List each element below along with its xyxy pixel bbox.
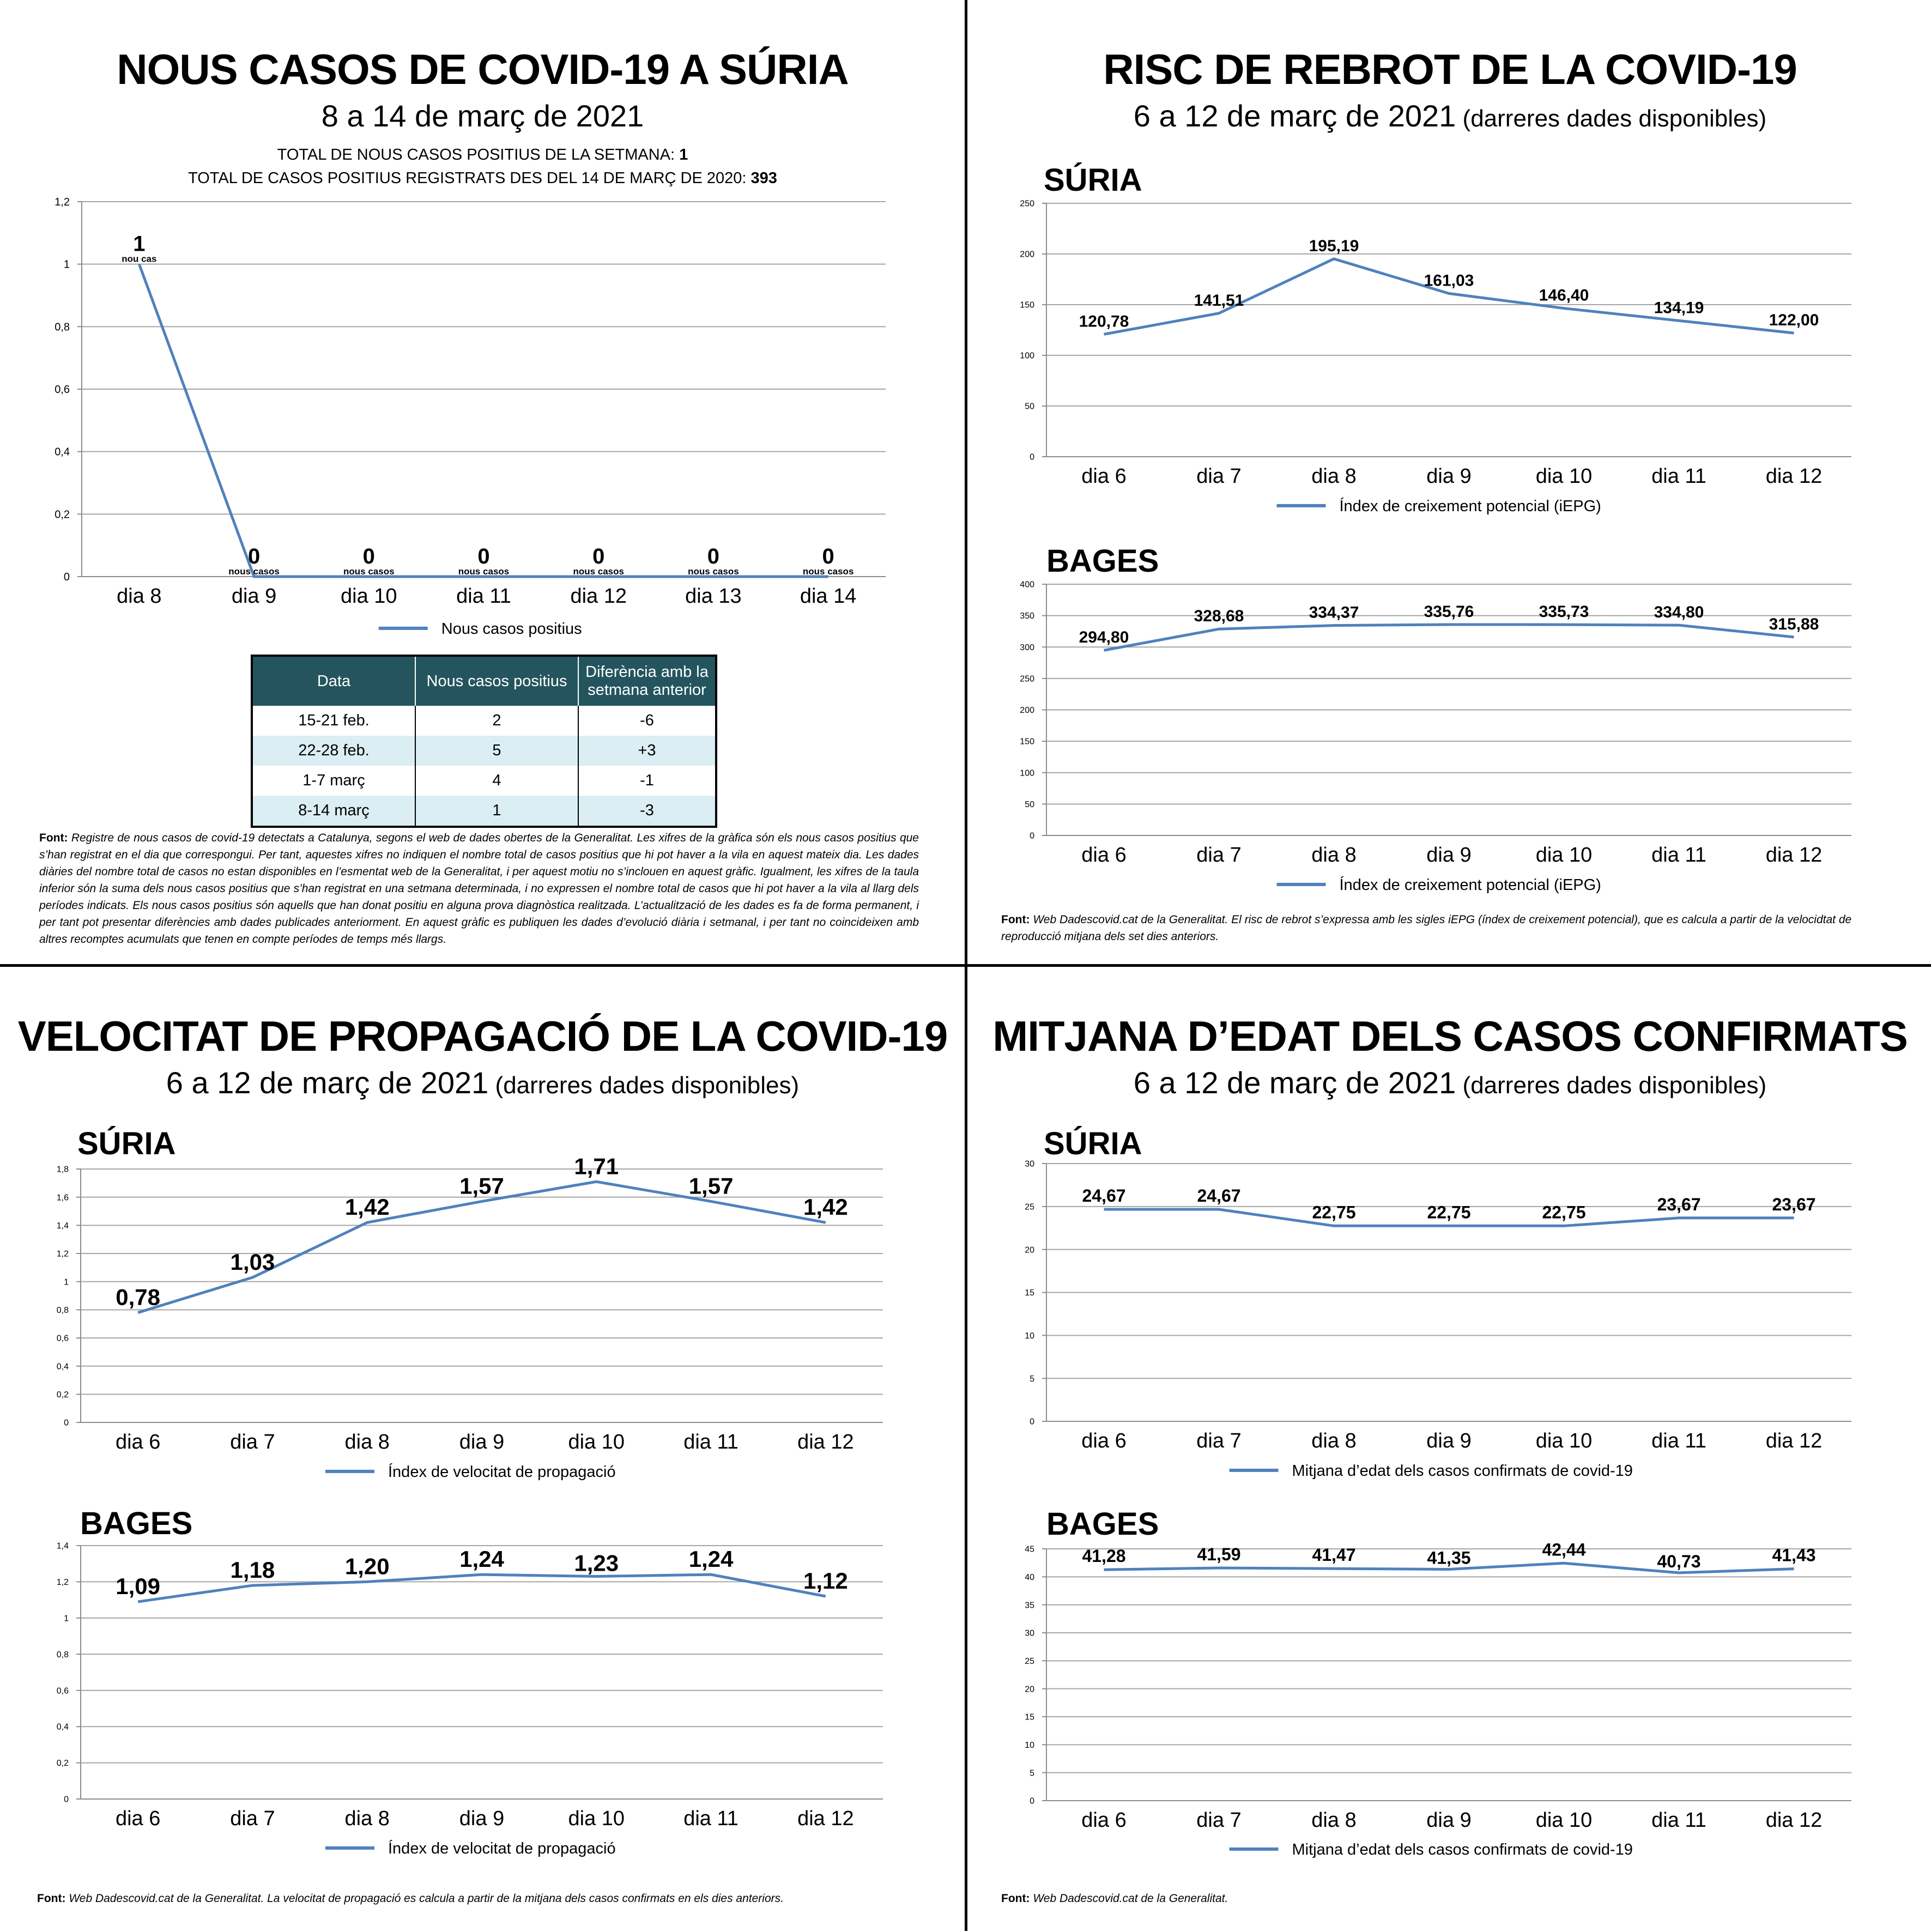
table-cell: +3: [578, 736, 716, 766]
data-label: 1,20: [344, 1553, 390, 1579]
data-label: 0: [247, 544, 261, 568]
y-tick-label: 10: [1025, 1331, 1034, 1341]
data-label: 0: [707, 544, 720, 568]
y-tick-label: 45: [1025, 1545, 1034, 1554]
x-tick-label: dia 8: [117, 584, 162, 608]
data-label: 334,37: [1309, 603, 1359, 622]
data-sublabel: nous casos: [802, 566, 854, 577]
y-tick-label: 0,8: [56, 1650, 69, 1660]
table-cell: 15-21 feb.: [252, 706, 415, 736]
data-label: 41,43: [1772, 1545, 1816, 1565]
legend-label: Mitjana d’edat dels casos confirmats de covid-19: [1292, 1462, 1633, 1480]
legend-label: Índex de velocitat de propagació: [388, 1840, 616, 1857]
region-label-suria: SÚRIA: [1044, 162, 1142, 198]
chart-risk-bages: [967, 0, 1931, 926]
data-label: 0: [362, 544, 375, 568]
y-tick-label: 30: [1025, 1159, 1034, 1169]
chart-new-cases-suria: [0, 0, 965, 654]
data-sublabel: nous casos: [688, 566, 739, 577]
source-text: Registre de nous casos de covid-19 detectats a Catalunya, segons el web de dades obertes de la Generalitat. Les xifres de la gràfica són els nous casos positius que s’han registrat en el dia que correspongui. Per tant, aquestes xifres no indiquen el nombre total de casos positius que hi pot haver a la vila en aquest mateix dia. Les dades diàries del nombre total de casos no estan disponibles en l’esmentat web de la Generalitat, i per aquest motiu no s’inclouen en aquest gràfic. Igualment, les xifres de la taula inferior són la suma dels nous casos positius que s’han registrat en una setmana determinada, i no expressen el nombre total de casos que hi pot haver a la vila al llarg dels períodes indicats. Els nous casos positius són aquells que han donat positiu en alguna prova diagnòstica realitzada. L’actualització de les dades es fa de forma permanent, i per tant pot presentar diferències amb dades publicades anteriorment. En aquest gràfic es publiquen les dades d’evolució diària i setmanal, i per tant no coincideixen amb altres recomptes acumulats que tenen en compte períodes de temps més llargs.: [39, 832, 919, 946]
y-tick-label: 100: [1020, 351, 1034, 361]
x-tick-label: dia 11: [683, 1807, 738, 1830]
y-tick-label: 100: [1020, 768, 1034, 778]
table-header-cell: Diferència amb la setmana anterior: [578, 656, 716, 706]
y-tick-label: 30: [1025, 1628, 1034, 1638]
table-cell: -6: [640, 712, 654, 729]
y-tick-label: 0: [1030, 1796, 1034, 1806]
panel-new-cases: [0, 0, 965, 965]
x-tick-label: dia 9: [1426, 843, 1472, 867]
legend-label: Índex de velocitat de propagació: [388, 1463, 616, 1481]
subtitle-note: (darreres dades disponibles): [488, 1072, 800, 1099]
x-tick-label: dia 6: [115, 1807, 161, 1830]
chart-age-bages: [967, 967, 1931, 1893]
x-tick-label: dia 9: [1426, 1808, 1472, 1832]
region-label-bages: BAGES: [80, 1506, 193, 1541]
data-label: 134,19: [1654, 299, 1704, 317]
data-label: 0: [592, 544, 605, 568]
x-tick-label: dia 11: [1651, 1429, 1706, 1452]
data-label: 24,67: [1082, 1186, 1126, 1206]
x-tick-label: dia 14: [800, 584, 857, 608]
series-line: [1104, 625, 1794, 650]
table-row: [252, 796, 716, 827]
data-label: 1,03: [230, 1249, 275, 1275]
y-tick-label: 1,4: [56, 1221, 69, 1231]
x-tick-label: dia 11: [1651, 1808, 1706, 1832]
x-tick-label: dia 7: [1196, 464, 1242, 488]
panel-title: MITJANA D’EDAT DELS CASOS CONFIRMATS: [992, 1012, 1908, 1060]
y-tick-label: 1: [64, 1614, 69, 1624]
source-text: Web Dadescovid.cat de la Generalitat. El risc de rebrot s’expressa amb les sigles iEPG (índex de creixement potencial), que es calcula a partir de la velocidtat de reproducció mitjana dels set dies anteriors.: [1001, 913, 1852, 943]
x-tick-label: dia 8: [1311, 1429, 1357, 1452]
x-tick-label: dia 10: [568, 1430, 625, 1453]
x-tick-label: dia 7: [230, 1430, 275, 1453]
y-tick-label: 0: [1030, 831, 1034, 841]
source-note: [37, 1890, 942, 1907]
x-tick-label: dia 7: [230, 1807, 275, 1830]
data-label: 1,24: [459, 1546, 504, 1572]
x-tick-label: dia 9: [459, 1430, 505, 1453]
data-label: 1,12: [803, 1568, 848, 1594]
x-tick-label: dia 8: [344, 1430, 390, 1453]
data-sublabel: nous casos: [573, 566, 624, 577]
subtitle-note: (darreres dades disponibles): [1456, 1072, 1767, 1099]
overall-total-value: 393: [750, 169, 777, 187]
legend-label: Índex de creixement potencial (iEPG): [1339, 876, 1601, 894]
y-tick-label: 200: [1020, 706, 1034, 716]
y-tick-label: 40: [1025, 1572, 1034, 1582]
y-tick-label: 400: [1020, 580, 1034, 590]
table-row: [252, 736, 716, 766]
x-tick-label: dia 7: [1196, 1808, 1242, 1832]
y-tick-label: 300: [1020, 643, 1034, 652]
data-label: 315,88: [1769, 615, 1819, 633]
y-tick-label: 10: [1025, 1740, 1034, 1750]
data-label: 335,73: [1539, 603, 1589, 621]
x-tick-label: dia 9: [459, 1807, 505, 1830]
region-label-bages: BAGES: [1046, 543, 1159, 579]
y-tick-label: 0: [1030, 452, 1034, 462]
y-tick-label: 0: [63, 571, 70, 583]
x-tick-label: dia 6: [1081, 1808, 1127, 1832]
y-tick-label: 0,6: [56, 1686, 69, 1696]
y-tick-label: 15: [1025, 1288, 1034, 1298]
y-tick-label: 150: [1020, 737, 1034, 747]
x-tick-label: dia 6: [1081, 843, 1127, 867]
y-tick-label: 1,6: [56, 1193, 69, 1203]
y-tick-label: 250: [1020, 199, 1034, 209]
y-tick-label: 350: [1020, 611, 1034, 621]
source-note: [1001, 1890, 1906, 1907]
y-tick-label: 150: [1020, 300, 1034, 310]
data-label: 1,23: [574, 1550, 619, 1576]
source-label: Font:: [39, 832, 68, 844]
subtitle-date: 6 a 12 de març de 2021: [1133, 99, 1456, 133]
panel-average-age: [967, 967, 1931, 1932]
y-tick-label: 5: [1030, 1374, 1034, 1384]
y-tick-label: 1: [64, 1277, 69, 1287]
panel-spread-speed: [0, 967, 965, 1932]
data-label: 41,28: [1082, 1546, 1126, 1566]
y-tick-label: 0,6: [56, 1334, 69, 1343]
x-tick-label: dia 12: [1765, 1808, 1823, 1832]
x-tick-label: dia 11: [1651, 843, 1706, 867]
data-label: 334,80: [1654, 603, 1704, 622]
x-tick-label: dia 8: [344, 1807, 390, 1830]
x-tick-label: dia 6: [115, 1430, 161, 1453]
legend-label: Mitjana d’edat dels casos confirmats de covid-19: [1292, 1841, 1633, 1858]
y-tick-label: 15: [1025, 1712, 1034, 1722]
y-tick-label: 200: [1020, 250, 1034, 259]
data-label: 1,57: [459, 1173, 504, 1199]
data-label: 1,09: [116, 1573, 161, 1599]
data-sublabel: nou cas: [122, 253, 157, 264]
y-tick-label: 1,2: [55, 196, 70, 208]
data-label: 22,75: [1312, 1202, 1356, 1222]
series-line: [139, 264, 828, 577]
data-label: 1,24: [688, 1546, 734, 1572]
table-cell: 5: [415, 736, 578, 766]
source-label: Font:: [1001, 1892, 1030, 1905]
y-tick-label: 0,8: [55, 321, 70, 334]
x-tick-label: dia 6: [1081, 464, 1127, 488]
table-row: [252, 706, 716, 736]
weekly-cases-table: [251, 655, 717, 828]
panel-title: VELOCITAT DE PROPAGACIÓ DE LA COVID-19: [17, 1012, 948, 1060]
x-tick-label: dia 9: [1426, 1429, 1472, 1452]
y-tick-label: 0,4: [55, 446, 70, 458]
y-tick-label: 50: [1025, 800, 1034, 809]
table-cell: -3: [578, 796, 716, 827]
x-tick-label: dia 10: [341, 584, 397, 608]
x-tick-label: dia 10: [568, 1807, 625, 1830]
data-sublabel: nous casos: [458, 566, 510, 577]
table-cell: 4: [415, 766, 578, 796]
data-label: 42,44: [1542, 1540, 1586, 1560]
data-label: 146,40: [1539, 286, 1589, 305]
data-sublabel: nous casos: [343, 566, 395, 577]
y-tick-label: 0: [64, 1795, 69, 1804]
data-label: 41,47: [1312, 1545, 1356, 1565]
data-label: 1,71: [574, 1153, 619, 1179]
y-tick-label: 0: [64, 1418, 69, 1428]
y-tick-label: 0,2: [56, 1390, 69, 1400]
table-cell: -1: [640, 772, 654, 789]
data-label: 41,59: [1197, 1545, 1241, 1565]
y-tick-label: 50: [1025, 402, 1034, 411]
panel-title: RISC DE REBROT DE LA COVID-19: [1103, 45, 1797, 93]
data-label: 0,78: [116, 1284, 161, 1310]
subtitle-note: (darreres dades disponibles): [1456, 105, 1767, 132]
x-tick-label: dia 13: [685, 584, 742, 608]
subtitle-date: 6 a 12 de març de 2021: [1133, 1065, 1456, 1100]
data-label: 122,00: [1769, 311, 1819, 330]
data-label: 141,51: [1194, 291, 1244, 310]
y-tick-label: 1,8: [56, 1165, 69, 1174]
panel-regrowth-risk: [967, 0, 1931, 965]
x-tick-label: dia 10: [1535, 464, 1593, 488]
y-tick-label: 20: [1025, 1685, 1034, 1694]
x-tick-label: dia 7: [1196, 1429, 1242, 1452]
y-tick-label: 1,2: [56, 1249, 69, 1259]
x-tick-label: dia 10: [1535, 1429, 1593, 1452]
x-tick-label: dia 11: [456, 584, 511, 608]
table-header-cell: Data: [252, 656, 415, 706]
panel-title: NOUS CASOS DE COVID-19 A SÚRIA: [117, 45, 849, 93]
source-text: Web Dadescovid.cat de la Generalitat.: [1030, 1892, 1228, 1905]
y-tick-label: 20: [1025, 1245, 1034, 1255]
x-tick-label: dia 12: [570, 584, 627, 608]
data-label: 23,67: [1657, 1194, 1701, 1214]
region-label-bages: BAGES: [1046, 1506, 1159, 1542]
region-label-suria: SÚRIA: [1044, 1126, 1142, 1161]
table-cell: 1-7 març: [252, 766, 415, 796]
y-tick-label: 0,4: [56, 1722, 69, 1732]
y-tick-label: 5: [1030, 1769, 1034, 1778]
x-tick-label: dia 6: [1081, 1429, 1127, 1452]
table-header-cell: Nous casos positius: [415, 656, 578, 706]
data-label: 22,75: [1427, 1202, 1471, 1222]
panel-subtitle: 8 a 14 de març de 2021: [321, 99, 644, 133]
region-label-suria: SÚRIA: [77, 1126, 176, 1161]
x-tick-label: dia 11: [1651, 464, 1706, 488]
table-cell: 22-28 feb.: [252, 736, 415, 766]
source-text: Web Dadescovid.cat de la Generalitat. La velocitat de propagació es calcula a partir de la mitjana dels casos confirmats en els dies anteriors.: [65, 1892, 784, 1905]
x-tick-label: dia 12: [1765, 464, 1823, 488]
x-tick-label: dia 9: [231, 584, 277, 608]
table-header-row: [252, 656, 716, 706]
overall-total-label: TOTAL DE CASOS POSITIUS REGISTRATS DES DEL 14 DE MARÇ DE 2020:: [188, 169, 751, 187]
data-label: 24,67: [1197, 1186, 1241, 1206]
data-label: 335,76: [1424, 603, 1474, 621]
table-cell: 1: [415, 796, 578, 827]
source-label: Font:: [1001, 913, 1030, 926]
data-label: 1,57: [688, 1173, 734, 1199]
weekly-total-label: TOTAL DE NOUS CASOS POSITIUS DE LA SETMANA:: [277, 146, 680, 163]
legend-label: Nous casos positius: [441, 620, 582, 638]
source-note: [1001, 911, 1906, 945]
chart-speed-bages: [0, 967, 965, 1893]
source-label: Font:: [37, 1892, 66, 1905]
y-tick-label: 0,2: [56, 1759, 69, 1769]
y-tick-label: 0: [1030, 1417, 1034, 1427]
y-tick-label: 25: [1025, 1202, 1034, 1212]
table-row: [252, 766, 716, 796]
table-cell: 2: [415, 706, 578, 736]
data-label: 1,42: [344, 1194, 390, 1220]
data-sublabel: nous casos: [228, 566, 280, 577]
y-tick-label: 0,4: [56, 1362, 69, 1372]
table-cell: 8-14 març: [252, 796, 415, 827]
data-label: 0: [477, 544, 490, 568]
x-tick-label: dia 10: [1535, 843, 1593, 867]
x-tick-label: dia 7: [1196, 843, 1242, 867]
data-label: 195,19: [1309, 237, 1359, 255]
x-tick-label: dia 8: [1311, 1808, 1357, 1832]
data-label: 0: [822, 544, 834, 568]
x-tick-label: dia 12: [797, 1807, 854, 1830]
data-label: 328,68: [1194, 607, 1244, 626]
data-label: 294,80: [1079, 628, 1129, 647]
source-note: [39, 829, 919, 948]
y-tick-label: 35: [1025, 1601, 1034, 1610]
x-tick-label: dia 11: [683, 1430, 738, 1453]
data-label: 22,75: [1542, 1202, 1586, 1222]
data-label: 1,18: [230, 1557, 275, 1583]
legend-label: Índex de creixement potencial (iEPG): [1339, 498, 1601, 515]
data-label: 1: [133, 232, 146, 256]
y-tick-label: 0,8: [56, 1305, 69, 1315]
data-label: 1,42: [803, 1194, 848, 1220]
y-tick-label: 0,6: [55, 384, 70, 396]
x-tick-label: dia 12: [1765, 843, 1823, 867]
x-tick-label: dia 10: [1535, 1808, 1593, 1832]
x-tick-label: dia 12: [1765, 1429, 1823, 1452]
x-tick-label: dia 8: [1311, 843, 1357, 867]
y-tick-label: 1: [63, 258, 70, 271]
data-label: 120,78: [1079, 312, 1129, 331]
subtitle-date: 6 a 12 de març de 2021: [166, 1065, 489, 1100]
y-tick-label: 0,2: [55, 508, 70, 521]
y-tick-label: 1,2: [56, 1578, 69, 1588]
x-tick-label: dia 9: [1426, 464, 1472, 488]
data-label: 41,35: [1427, 1548, 1471, 1568]
y-tick-label: 25: [1025, 1656, 1034, 1666]
x-tick-label: dia 12: [797, 1430, 854, 1453]
y-tick-label: 1,4: [56, 1541, 69, 1551]
x-tick-label: dia 8: [1311, 464, 1357, 488]
weekly-total-value: 1: [679, 146, 688, 163]
data-label: 161,03: [1424, 271, 1474, 290]
data-label: 23,67: [1772, 1194, 1816, 1214]
y-tick-label: 250: [1020, 674, 1034, 684]
data-label: 40,73: [1657, 1551, 1701, 1571]
